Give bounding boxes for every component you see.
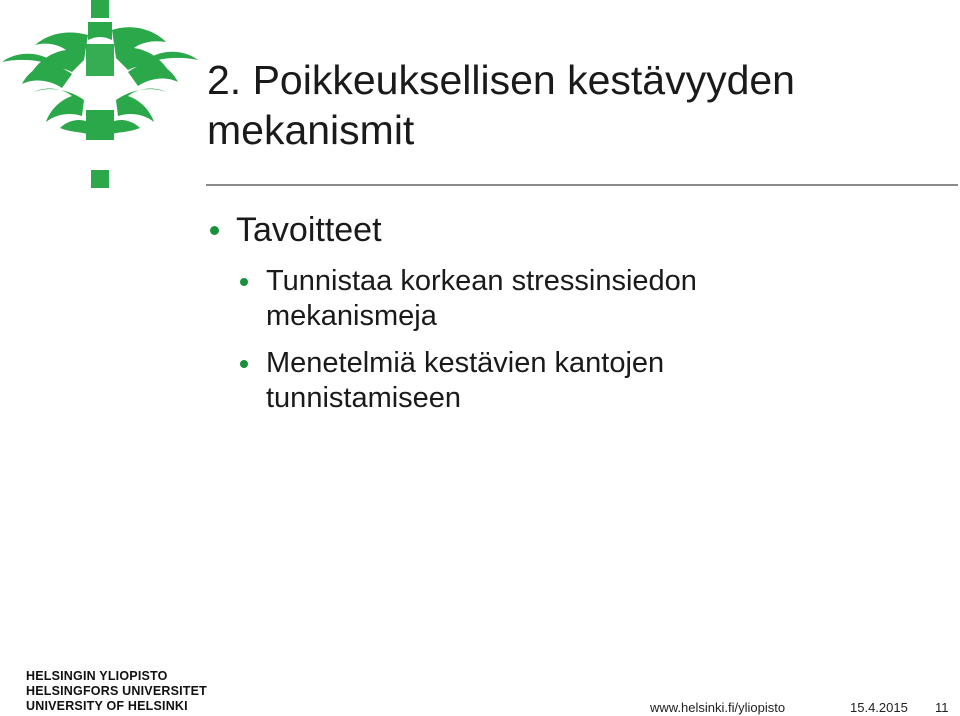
university-name-sv: HELSINGFORS UNIVERSITET [26,684,208,698]
bullet-dot-icon [240,360,248,368]
footer-url: www.helsinki.fi/yliopisto [650,700,786,715]
bullet-dot-icon [240,278,248,286]
bullet-level1: Tavoitteet [236,211,382,249]
university-name-block [26,669,207,714]
slide-title: 2. Poikkeuksellisen kestävyyden mekanismit [207,57,795,153]
title-divider [206,184,958,186]
bullet-dot-icon [210,226,219,235]
footer-date: 15.4.2015 [850,700,908,715]
page-number: 11 [935,700,949,715]
bullet-level2: Menetelmiä kestävien kantojen tunnistamiseen [266,347,665,414]
university-name-en: UNIVERSITY OF HELSINKI [26,699,188,713]
bullet-level2: Tunnistaa korkean stressinsiedon mekanismeja [266,265,697,332]
university-flame-logo [0,0,200,190]
university-name-fi: HELSINGIN YLIOPISTO [26,669,168,683]
